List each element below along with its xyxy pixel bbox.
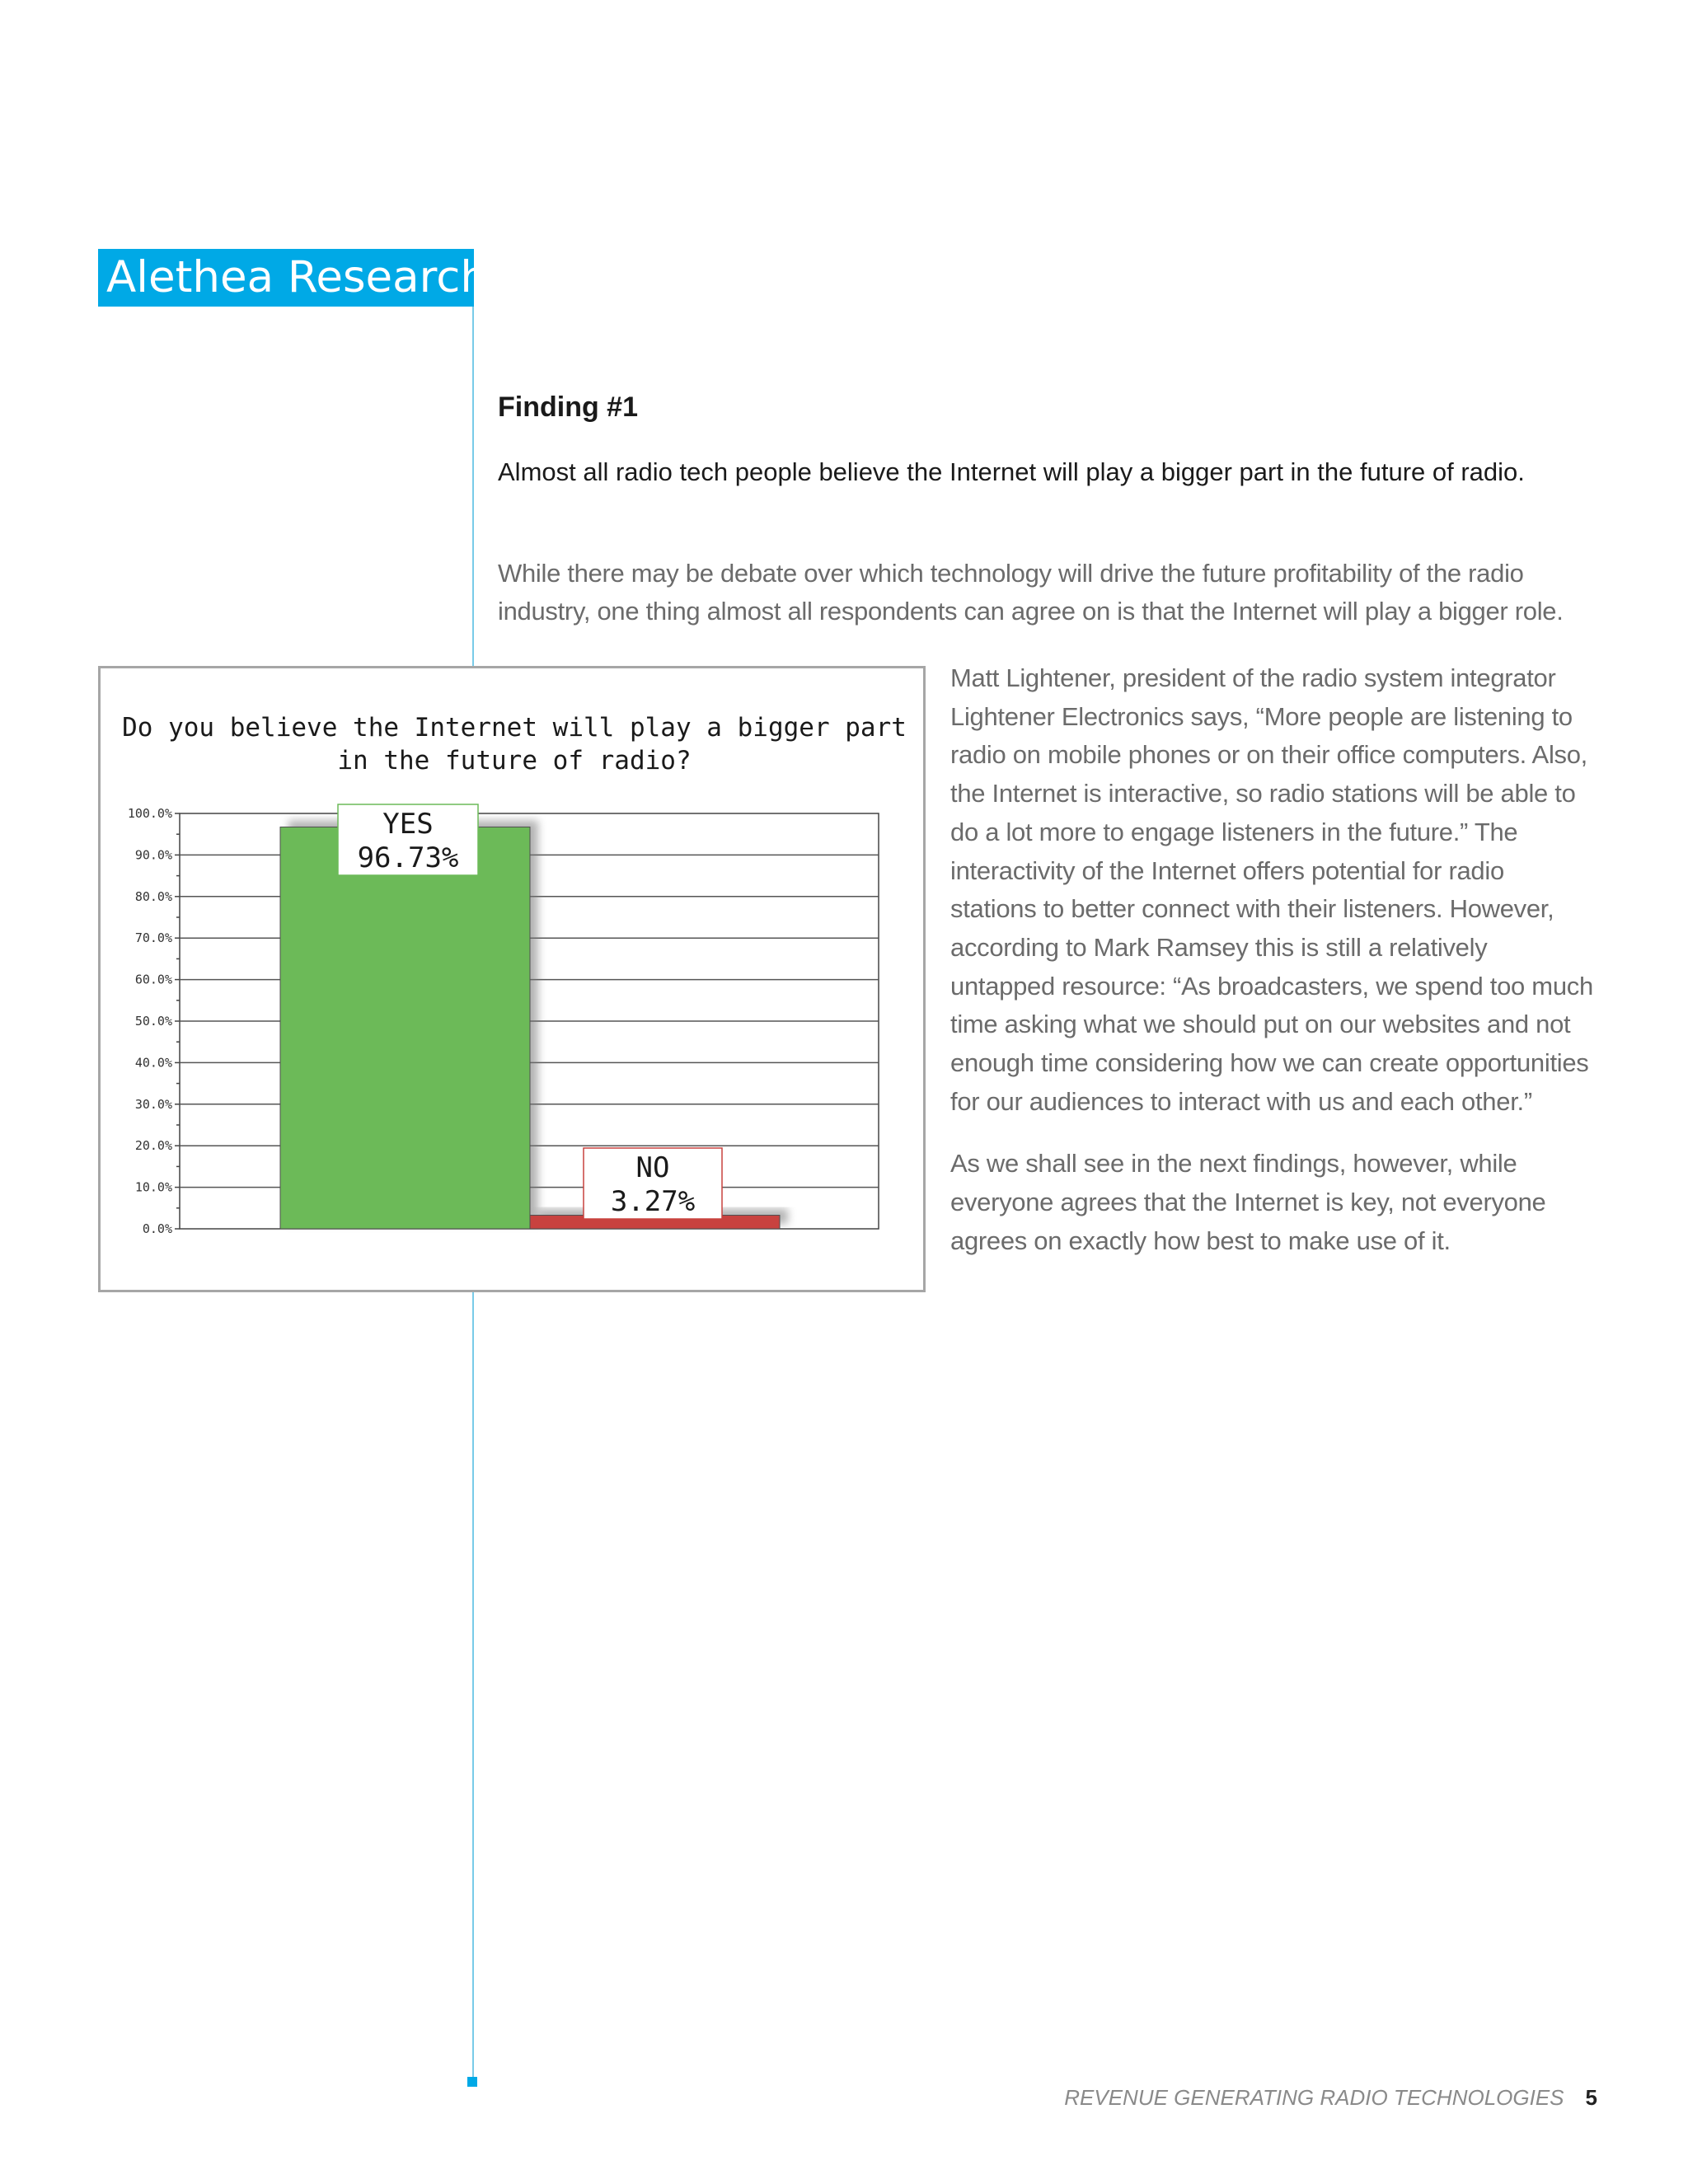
chart-title-line-2: in the future of radio? — [337, 746, 692, 776]
bar-yes — [280, 827, 530, 1229]
y-tick-label: 50.0% — [134, 1014, 172, 1029]
y-tick-label: 30.0% — [134, 1096, 172, 1112]
y-tick-label: 10.0% — [134, 1179, 172, 1195]
body-paragraph-1: Matt Lightener, president of the radio system integrator Lightener Electronics says, “More people are listening to radio on mobile phones or on their office computers. Also, the Internet is interactive, so radio stations will be able to do a lot more to engage listeners in the future.” The interactivity of the Internet offers potential for radio stations to better connect with their listeners. However, according to Mark Ramsey this is still a relatively untapped resource: “As broadcasters, we spend too much time asking what we should put on our websites and not enough time considering how we can create opportunities for our audiences to interact with us and each other.” — [950, 663, 1593, 1116]
y-tick-label: 0.0% — [142, 1221, 172, 1236]
y-tick-label: 100.0% — [127, 806, 172, 821]
body-paragraph-2: As we shall see in the next findings, however, while everyone agrees that the Internet is key, not everyone agrees on exactly how best to make use of it. — [950, 1149, 1546, 1255]
chart-panel — [98, 666, 926, 1292]
brand-banner: Alethea Research — [98, 249, 474, 307]
y-tick-label: 60.0% — [134, 972, 172, 987]
finding-subtitle: Almost all radio tech people believe the Internet will play a bigger part in the future of radio. — [498, 457, 1525, 486]
bar-chart — [101, 668, 925, 1291]
chart-title-line-1: Do you believe the Internet will play a bigger part — [122, 713, 907, 743]
page-number: 5 — [1585, 2085, 1597, 2110]
page-footer — [1064, 2085, 1597, 2111]
intro-paragraph: While there may be debate over which technology will drive the future profitability of the radio industry, one thing almost all respondents can agree on is that the Internet will play a bigger role. — [498, 559, 1564, 626]
y-tick-label: 90.0% — [134, 847, 172, 863]
data-label: 96.73% — [357, 841, 459, 874]
category-label: NO — [635, 1151, 670, 1184]
footer-title: REVENUE GENERATING RADIO TECHNOLOGIES — [1064, 2085, 1564, 2110]
category-label: YES — [382, 808, 434, 841]
y-tick-label: 40.0% — [134, 1055, 172, 1071]
data-label: 3.27% — [610, 1185, 696, 1218]
y-tick-label: 70.0% — [134, 930, 172, 946]
finding-title: Finding #1 — [498, 391, 638, 423]
y-tick-label: 20.0% — [134, 1138, 172, 1154]
y-tick-label: 80.0% — [134, 888, 172, 904]
body-column — [950, 659, 1593, 1285]
rule-end-marker — [467, 2077, 477, 2087]
